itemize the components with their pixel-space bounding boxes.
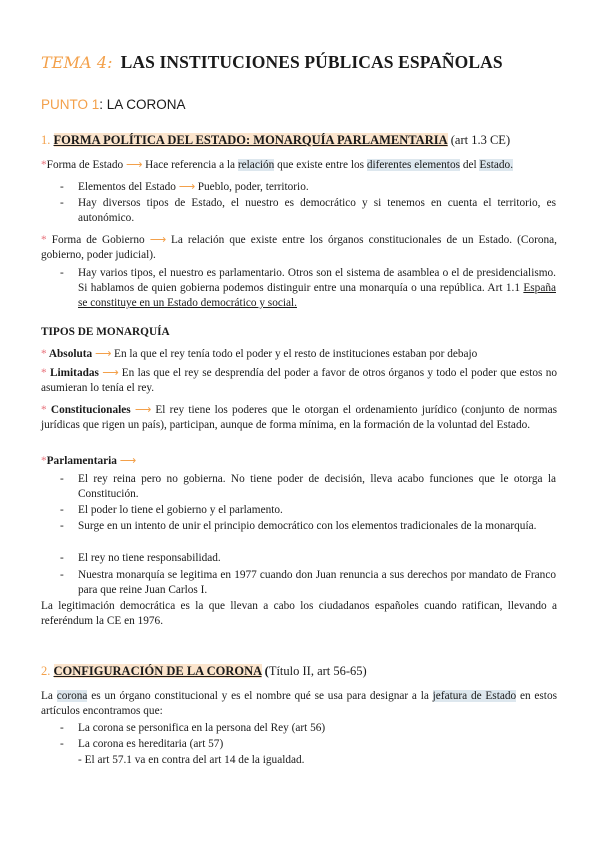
text-segment: La (41, 690, 57, 702)
forma-estado-line (41, 158, 561, 173)
text-segment: Hay varios tipos, el nuestro es parlamentario. Otros son el sistema de asamblea o el de presidencialismo. Si hablamos de quien gobierna podemos distinguir entre una monarquía o una república. Art 1.1 (78, 267, 556, 294)
punto-rest: : LA CORONA (99, 97, 186, 112)
text-segment: en estos artículos encontramos que: (41, 690, 557, 717)
tipos-heading: TIPOS DE MONARQUÍA (41, 326, 170, 338)
dash-marker: - (60, 267, 64, 279)
text-segment: Hace referencia a la (142, 159, 238, 171)
section1-ref: (art 1.3 CE) (447, 133, 511, 147)
parl-item-3: Surge en un intento de unir el principio democrático con los elementos tradicionales de la monarquía. (78, 520, 537, 532)
tema-label: TEMA 4: (41, 53, 113, 72)
estado-item-2: Hay diversos tipos de Estado, el nuestro es democrático y si tenemos en cuenta el territorio, es autonómico. (78, 197, 556, 224)
section1-title: FORMA POLÍTICA DEL ESTADO: MONARQUÍA PARLAMENTARIA (53, 133, 448, 147)
parlamentaria-line (41, 454, 136, 469)
text-segment: La relación que existe entre los órganos constitucionales de un Estado. (Corona, gobierno, poder judicial). (41, 234, 557, 261)
arrow-icon: ⟶ (116, 455, 136, 467)
dash-marker: - (60, 722, 64, 734)
limitadas-label: Limitadas (46, 367, 99, 379)
section2-heading (41, 664, 367, 679)
text-segment: es un órgano constitucional y es el nombre qué se usa para designar a la (87, 690, 433, 702)
estado-item-1 (78, 180, 558, 195)
legitimacion-paragraph: La legitimación democrática es la que llevan a cabo los ciudadanos españoles cuando ratifican, llevando a referéndum la CE en 1976. (41, 600, 557, 627)
bullet-star: * (41, 455, 47, 467)
dash-marker: - (60, 197, 64, 209)
page-title (41, 52, 503, 73)
section2-number: 2. (41, 664, 54, 678)
corona-item-2: La corona es hereditaria (art 57) (78, 738, 224, 750)
dash-marker: - (60, 520, 64, 532)
arrow-icon: ⟶ (130, 404, 152, 416)
corona-intro-paragraph (41, 689, 557, 719)
text-segment: del (460, 159, 480, 171)
arrow-icon: ⟶ (92, 348, 112, 360)
constitucionales-paragraph (41, 403, 557, 433)
bullet-star: * (41, 404, 47, 416)
highlight-relacion: relación (237, 159, 275, 171)
gobierno-item (78, 266, 556, 311)
highlight-corona: corona (56, 690, 88, 702)
parl-item-2: El poder lo tiene el gobierno y el parlamento. (78, 504, 283, 516)
title-text: LAS INSTITUCIONES PÚBLICAS ESPAÑOLAS (120, 52, 503, 72)
constitucionales-label: Constitucionales (46, 404, 131, 416)
dash-marker: - (60, 738, 64, 750)
section2-title: CONFIGURACIÓN DE LA CORONA (53, 664, 262, 678)
bullet-star: * (41, 348, 47, 360)
absoluta-label: Absoluta (46, 348, 93, 360)
highlight-jefatura: jefatura de Estado (432, 690, 517, 702)
dash-marker: - (60, 473, 64, 485)
underlined-quote: España se constituye en un Estado democrático y social. (78, 282, 556, 309)
punto-label: PUNTO 1 (41, 97, 100, 112)
forma-gobierno-paragraph (41, 233, 557, 263)
arrow-icon: ⟶ (149, 234, 166, 246)
text-segment: Pueblo, poder, territorio. (194, 181, 309, 193)
arrow-icon: ⟶ (126, 159, 143, 171)
text-segment: En las que el rey se desprendía del poder a favor de otros órganos y todo el poder que estos no asumieran lo tenía el rey. (41, 367, 557, 394)
text-segment: El rey tiene los poderes que le otorgan el ordenamiento jurídico (conjunto de normas jurídicas que rigen un país), participan, aunque de forma mínima, en la formación de la voluntad del Estado. (41, 404, 557, 431)
section2-ref: Título II, art 56-65) (268, 664, 367, 678)
highlight-estado: Estado. (479, 159, 514, 171)
arrow-icon: ⟶ (98, 367, 119, 379)
limitadas-paragraph (41, 366, 557, 396)
text-segment: que existe entre los (274, 159, 367, 171)
section1-heading (41, 133, 510, 148)
section1-number: 1. (41, 133, 54, 147)
dash-marker: - (60, 552, 64, 564)
forma-estado-lead: Forma de Estado (46, 159, 127, 171)
absoluta-line (41, 347, 561, 362)
bullet-star: * (41, 367, 47, 379)
section2-paren: ( (261, 664, 269, 678)
dash-marker: - (60, 504, 64, 516)
corona-subitem: - El art 57.1 va en contra del art 14 de la igualdad. (78, 754, 305, 766)
bullet-star: * (41, 159, 47, 171)
parl-item-1: El rey reina pero no gobierna. No tiene poder de decisión, lleva acabo funciones que le otorga la Constitución. (78, 473, 556, 500)
dash-marker: - (60, 569, 64, 581)
parl-item-5: Nuestra monarquía se legitima en 1977 cuando don Juan renuncia a sus derechos por mandato de Franco para que reine Juan Carlos I. (78, 569, 556, 596)
parl-item-4: El rey no tiene responsabilidad. (78, 552, 221, 564)
parlamentaria-label: Parlamentaria (46, 455, 117, 467)
dash-marker: - (60, 181, 64, 193)
bullet-star: * (41, 234, 47, 246)
forma-gobierno-lead: Forma de Gobierno (46, 234, 150, 246)
punto-heading (41, 97, 186, 112)
text-segment: En la que el rey tenía todo el poder y el resto de instituciones estaban por debajo (111, 348, 478, 360)
highlight-elementos: diferentes elementos (366, 159, 460, 171)
text-segment: Elementos del Estado (78, 181, 179, 193)
corona-item-1: La corona se personifica en la persona del Rey (art 56) (78, 722, 326, 734)
arrow-icon: ⟶ (178, 181, 195, 193)
